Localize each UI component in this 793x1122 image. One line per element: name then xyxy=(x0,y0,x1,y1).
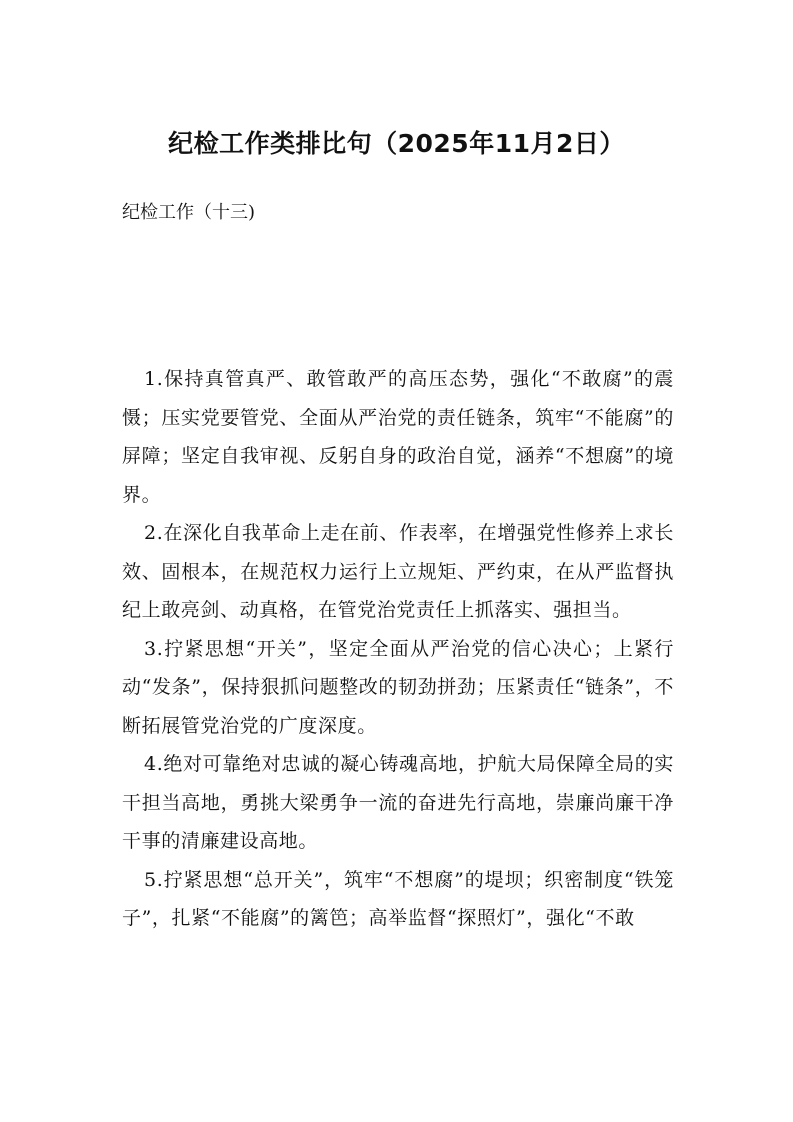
document-body xyxy=(122,360,674,938)
document-title: 纪检工作类排比句（2025年11月2日） xyxy=(168,129,625,158)
document-subtitle: 纪检工作（十三) xyxy=(122,202,256,223)
paragraph-5: 5.拧紧思想“总开关”，筑牢“不想腐”的堤坝；织密制度“铁笼子”，扎紧“不能腐”的篱笆；高举监督“探照灯”，强化“不敢 xyxy=(122,868,674,929)
paragraph-3: 3.拧紧思想“开关”，坚定全面从严治党的信心决心；上紧行动“发条”，保持狠抓问题整改的韧劲拼劲；压紧责任“链条”，不断拓展管党治党的广度深度。 xyxy=(122,637,674,737)
paragraph-1: 1.保持真管真严、敢管敢严的高压态势，强化“不敢腐”的震慑；压实党要管党、全面从严治党的责任链条，筑牢“不能腐”的屏障；坚定自我审视、反躬自身的政治自觉，涵养“不想腐”的境界。 xyxy=(122,368,674,506)
paragraph-4: 4.绝对可靠绝对忠诚的凝心铸魂高地，护航大局保障全局的实干担当高地，勇挑大梁勇争一流的奋进先行高地，崇廉尚廉干净干事的清廉建设高地。 xyxy=(122,753,674,852)
paragraph-2: 2.在深化自我革命上走在前、作表率，在增强党性修养上求长效、固根本，在规范权力运行上立规矩、严约束，在从严监督执纪上敢亮剑、动真格，在管党治党责任上抓落实、强担当。 xyxy=(122,522,674,621)
